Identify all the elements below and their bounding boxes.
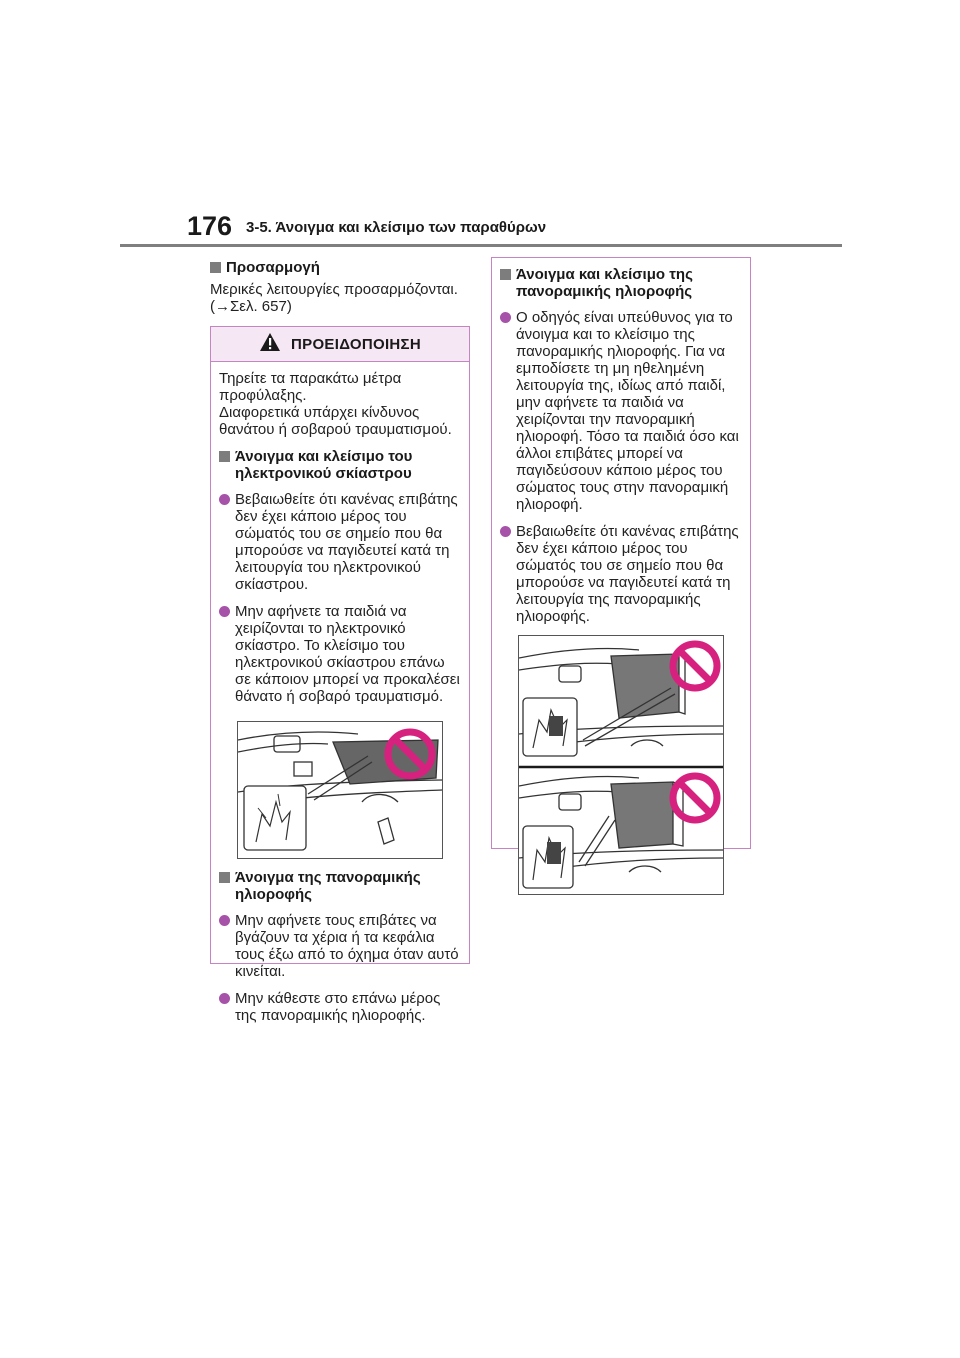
square-bullet-icon [219,451,230,462]
round-bullet-icon [219,494,230,505]
page-number: 176 [187,211,233,241]
subhead-sunshade: Άνοιγμα και κλείσιμο του ηλεκτρονικού σκίαστρου [219,448,461,482]
warning-header [211,327,469,362]
subhead-panoramic-open: Άνοιγμα της πανοραμικής ηλιοροφής [219,869,461,903]
square-bullet-icon [219,872,230,883]
warning-lead-1: Τηρείτε τα παρακάτω μέτρα προφύλαξης. [219,370,402,404]
square-bullet-icon [500,269,511,280]
prohibition-icon [669,640,721,692]
warning-title: ΠΡΟΕΙΔΟΠΟΙΗΣΗ [291,335,421,353]
bullet-item: Μην αφήνετε τα παιδιά να χειρίζονται το ηλεκτρονικό σκίαστρο. Το κλείσιμο του ηλεκτρονικού σκίαστρου επάνω σε κάποιον μπορεί να προκαλέσει θάνατο ή σοβαρό τραυματισμό. [219,603,461,705]
round-bullet-icon [219,915,230,926]
round-bullet-icon [219,993,230,1004]
prohibition-icon [384,728,436,780]
illustration-panoramic-roof [518,635,724,895]
illustration-sunshade-hand [237,721,443,859]
bullet-item: Μην κάθεστε στο επάνω μέρος της πανοραμικής ηλιοροφής. [219,990,461,1024]
warning-body [492,258,750,895]
warning-box-left [210,326,470,1024]
intro-section [210,259,470,315]
intro-text: Μερικές λειτουργίες προσαρμόζονται. (→Σελ. 657) [210,281,458,315]
bullet-item: Μην αφήνετε τους επιβάτες να βγάζουν τα χέρια ή τα κεφάλια τους έξω από το όχημα όταν αυτό κινείται. [219,912,461,980]
round-bullet-icon [219,606,230,617]
bullet-item: Ο οδηγός είναι υπεύθυνος για το άνοιγμα και το κλείσιμο της πανοραμικής ηλιοροφής. Για να εμποδίσετε τη μη ηθελημένη λειτουργία της, ιδίως από παιδί, μην αφήνετε τα παιδιά να χειρίζονται την πανοραμική ηλιοροφή. Τόσο τα παιδιά όσο και άλλοι επιβάτες μπορεί να παγιδεύσουν κάποιο μέρος του σώματος τους στην πανοραμική ηλιοροφή. [500,309,742,513]
warning-body [211,362,469,1024]
warning-lead-2: Διαφορετικά υπάρχει κίνδυνος θανάτου ή σοβαρού τραυματισμού. [219,404,452,438]
round-bullet-icon [500,526,511,537]
prohibition-icon [669,772,721,824]
square-bullet-icon [210,262,221,273]
round-bullet-icon [500,312,511,323]
bullet-item: Βεβαιωθείτε ότι κανένας επιβάτης δεν έχει κάποιο μέρος του σώματός του σε σημείο που θα μπορούσε να παγιδευτεί κατά τη λειτουργία της πανοραμικής ηλιοροφής. [500,523,742,625]
header-rule [120,244,842,247]
section-title: 3-5. Άνοιγμα και κλείσιμο των παραθύρων [246,219,547,236]
warning-box-right [491,257,751,849]
subhead-panoramic-open-close: Άνοιγμα και κλείσιμο της πανοραμικής ηλιοροφής [500,266,742,300]
bullet-item: Βεβαιωθείτε ότι κανένας επιβάτης δεν έχει κάποιο μέρος του σώματός του σε σημείο που θα μπορούσε να παγιδευτεί κατά τη λειτουργία του ηλεκτρονικού σκίαστρου. [219,491,461,593]
warning-triangle-icon [259,332,281,357]
intro-heading: Προσαρμογή [210,259,470,276]
